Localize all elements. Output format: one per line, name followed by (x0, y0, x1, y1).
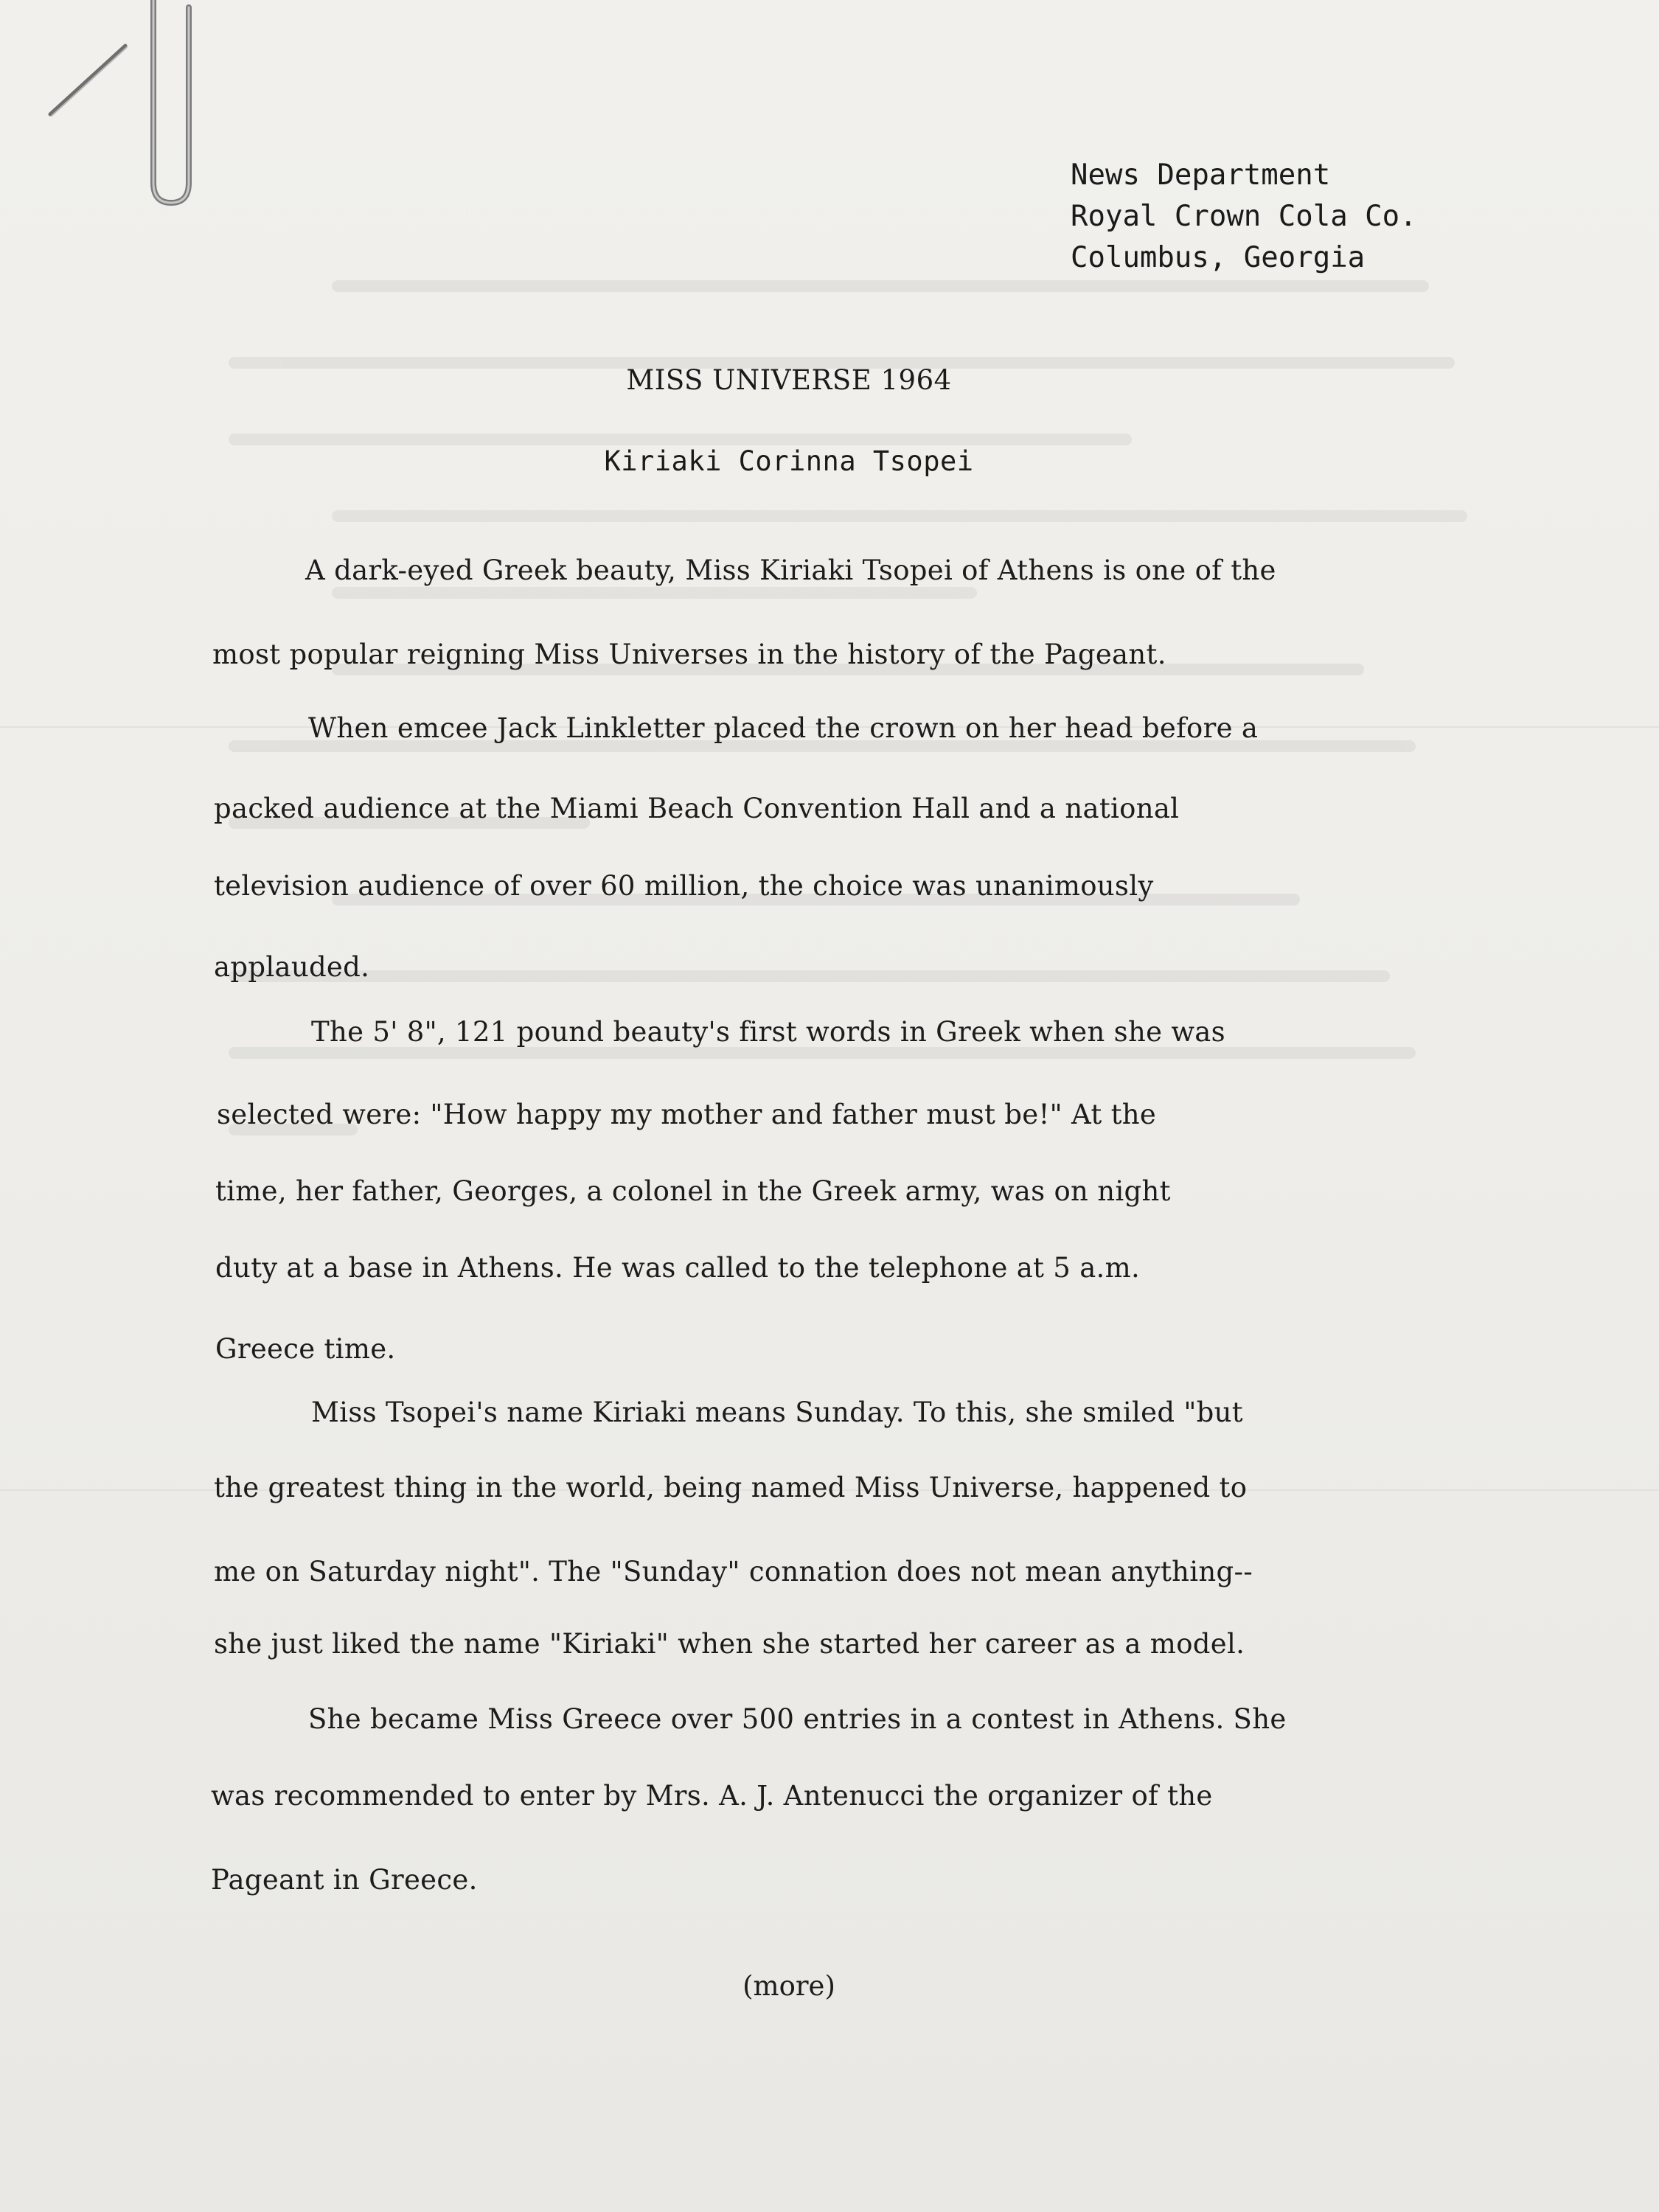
body-line: she just liked the name "Kiriaki" when she started her career as a model. (214, 1628, 1245, 1660)
body-line: television audience of over 60 million, the choice was unanimously (214, 870, 1154, 902)
address-company: Royal Crown Cola Co. (1071, 200, 1417, 233)
sender-address (1071, 155, 1417, 279)
body-line: applauded. (214, 951, 370, 983)
body-line: the greatest thing in the world, being named Miss Universe, happened to (214, 1472, 1248, 1503)
body-line: A dark-eyed Greek beauty, Miss Kiriaki Tsopei of Athens is one of the (305, 554, 1276, 586)
address-location: Columbus, Georgia (1071, 241, 1366, 274)
body-line: time, her father, Georges, a colonel in the Greek army, was on night (215, 1175, 1171, 1207)
body-line: most popular reigning Miss Universes in the history of the Pageant. (212, 639, 1166, 670)
body-line: was recommended to enter by Mrs. A. J. Antenucci the organizer of the (211, 1780, 1213, 1812)
body-line: Pageant in Greece. (211, 1864, 478, 1896)
body-line: packed audience at the Miami Beach Convention Hall and a national (214, 793, 1180, 824)
body-line: She became Miss Greece over 500 entries in a contest in Athens. She (308, 1703, 1287, 1735)
body-line: When emcee Jack Linkletter placed the crown on her head before a (308, 712, 1259, 744)
document-subtitle: Kiriaki Corinna Tsopei (604, 445, 974, 477)
paperclip-icon (44, 0, 206, 214)
body-line: The 5' 8", 121 pound beauty's first words in Greek when she was (311, 1016, 1225, 1048)
continued-marker: (more) (742, 1970, 835, 2002)
body-line: Miss Tsopei's name Kiriaki means Sunday. To this, she smiled "but (311, 1397, 1243, 1428)
body-line: duty at a base in Athens. He was called to the telephone at 5 a.m. (215, 1252, 1141, 1284)
address-department: News Department (1071, 159, 1331, 192)
body-line: selected were: "How happy my mother and father must be!" At the (217, 1099, 1157, 1130)
body-line: me on Saturday night". The "Sunday" connation does not mean anything-- (214, 1556, 1253, 1587)
document-title: MISS UNIVERSE 1964 (626, 364, 952, 396)
body-line: Greece time. (215, 1333, 396, 1365)
